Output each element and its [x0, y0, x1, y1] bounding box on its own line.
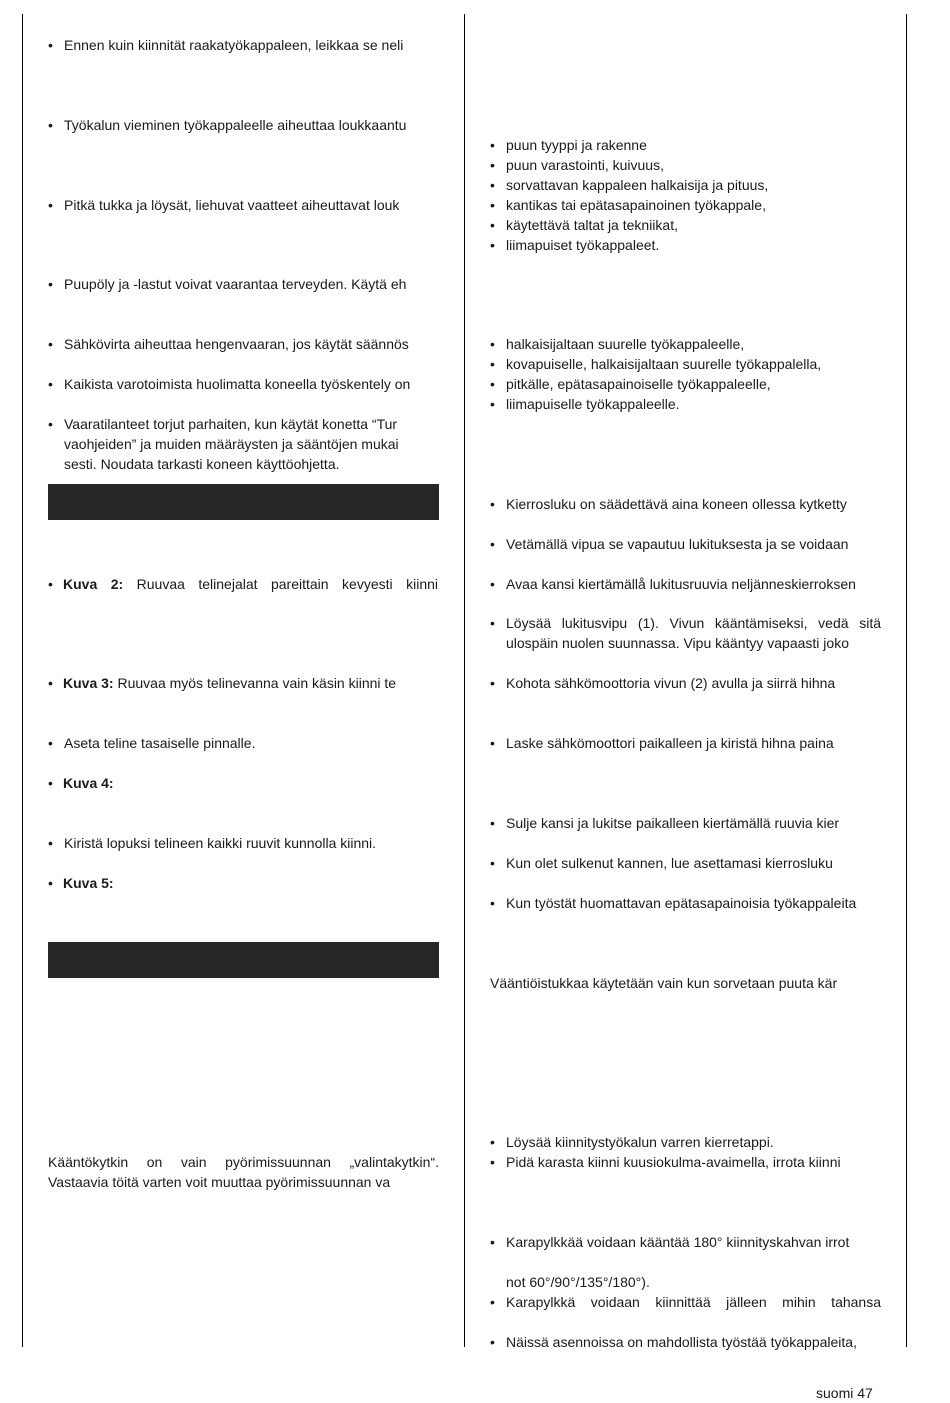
- bullet-marker: •: [490, 217, 495, 233]
- text-line: Laske sähkömoottori paikalleen ja kiristä hihna paina: [506, 735, 834, 751]
- bullet-marker: •: [490, 376, 495, 392]
- text-line: Karapylkkä voidaan kiinnittää jälleen mihin tahansa: [506, 1294, 881, 1310]
- text-line: halkaisijaltaan suurelle työkappaleelle,: [506, 336, 745, 352]
- bullet-marker: •: [490, 197, 495, 213]
- text-line: ulospäin nuolen suunnassa. Vipu kääntyy vapaasti joko: [506, 635, 849, 651]
- figure-label: Kuva 5:: [63, 875, 114, 891]
- bullet-marker: •: [490, 1294, 495, 1310]
- figure-label: Kuva 2:: [63, 576, 124, 592]
- bullet-marker: •: [490, 1134, 495, 1150]
- bullet-marker: •: [490, 1334, 495, 1350]
- bullet-marker: •: [490, 1154, 495, 1170]
- text-line: liimapuiset työkappaleet.: [506, 237, 660, 253]
- text-line: Kiristä lopuksi telineen kaikki ruuvit kunnolla kiinni.: [64, 835, 377, 851]
- angle-values: not 60°/90°/135°/180°).: [506, 1274, 650, 1290]
- bullet-marker: •: [490, 177, 495, 193]
- bullet-marker: •: [490, 855, 495, 871]
- text-line: Työkalun vieminen työkappaleelle aiheuttaa loukkaantu: [64, 117, 407, 133]
- text-line: pitkälle, epätasapainoiselle työkappaleelle,: [506, 376, 771, 392]
- bullet-marker: •: [48, 875, 53, 891]
- text-line: Löysää lukitusvipu (1). Vivun kääntämiseksi, vedä sitä: [506, 615, 881, 631]
- bullet-marker: •: [490, 157, 495, 173]
- text-line: kovapuiselle, halkaisijaltaan suurelle työkappalella,: [506, 356, 822, 372]
- bullet-marker: •: [490, 815, 495, 831]
- bullet-marker: •: [48, 376, 53, 392]
- bullet-marker: •: [490, 576, 495, 592]
- text-line: Vetämällä vipua se vapautuu lukituksesta ja se voidaan: [506, 536, 849, 552]
- text-line: Avaa kansi kiertämällå lukitusruuvia neljänneskierroksen: [506, 576, 856, 592]
- bullet-marker: •: [48, 117, 53, 133]
- section-header-bar: [48, 484, 439, 520]
- text-line: Pidä karasta kiinni kuusiokulma-avaimella, irrota kiinni: [506, 1154, 841, 1170]
- text-line: sorvattavan kappaleen halkaisija ja pituus,: [506, 177, 769, 193]
- bullet-marker: •: [490, 396, 495, 412]
- text-line: Kaikista varotoimista huolimatta koneella työskentely on: [64, 376, 411, 392]
- bullet-marker: •: [48, 276, 53, 292]
- right-margin-rule: [906, 14, 907, 1347]
- bullet-marker: •: [490, 735, 495, 751]
- text-line: [63, 574, 438, 594]
- text-line: Aseta teline tasaiselle pinnalle.: [64, 735, 256, 751]
- column-divider-rule: [464, 14, 465, 1347]
- text-line: Kun olet sulkenut kannen, lue asettamasi kierrosluku: [506, 855, 833, 871]
- text-line: Kierrosluku on säädettävä aina koneen ollessa kytketty: [506, 496, 847, 512]
- bullet-marker: •: [490, 895, 495, 911]
- page-number-footer: suomi 47: [816, 1385, 873, 1401]
- bullet-marker: •: [48, 576, 53, 592]
- bullet-marker: •: [490, 137, 495, 153]
- bullet-marker: •: [48, 675, 53, 691]
- bullet-marker: •: [490, 356, 495, 372]
- chuck-paragraph: Vääntiöistukkaa käytetään vain kun sorvetaan puuta kär: [490, 975, 838, 991]
- step-text: Ruuvaa telinejalat pareittain kevyesti kiinni: [136, 576, 438, 592]
- left-margin-rule: [22, 14, 23, 1347]
- text-line: Kääntökytkin on vain pyörimissuunnan „valintakytkin“.: [48, 1154, 439, 1170]
- bullet-marker: •: [48, 835, 53, 851]
- bullet-marker: •: [490, 675, 495, 691]
- text-line: liimapuiselle työkappaleelle.: [506, 396, 680, 412]
- text-line: Vastaavia töitä varten voit muuttaa pyörimissuunnan va: [48, 1174, 391, 1190]
- bullet-marker: •: [490, 336, 495, 352]
- step-text: Ruuvaa myös telinevanna vain käsin kiinni te: [117, 675, 397, 691]
- bullet-marker: •: [48, 336, 53, 352]
- text-line: Sulje kansi ja lukitse paikalleen kiertämällä ruuvia kier: [506, 815, 840, 831]
- figure-label: Kuva 4:: [63, 775, 114, 791]
- bullet-marker: •: [490, 237, 495, 253]
- text-line: Näissä asennoissa on mahdollista työstää työkappaleita,: [506, 1334, 857, 1350]
- text-line: Kun työstät huomattavan epätasapainoisia työkappaleita: [506, 895, 857, 911]
- bullet-marker: •: [490, 536, 495, 552]
- text-line: Vaaratilanteet torjut parhaiten, kun käytät konetta “Tur: [64, 416, 398, 432]
- bullet-marker: •: [48, 37, 53, 53]
- bullet-marker: •: [48, 775, 53, 791]
- text-line: Ennen kuin kiinnität raakatyökappaleen, leikkaa se neli: [64, 37, 404, 53]
- text-line: Löysää kiinnitystyökalun varren kierretappi.: [506, 1134, 774, 1150]
- text-line: sesti. Noudata tarkasti koneen käyttöohjetta.: [64, 456, 340, 472]
- text-line: puun tyyppi ja rakenne: [506, 137, 647, 153]
- text-line: puun varastointi, kuivuus,: [506, 157, 664, 173]
- text-line: Sähkövirta aiheuttaa hengenvaaran, jos käytät säännös: [64, 336, 409, 352]
- bullet-marker: •: [490, 615, 495, 631]
- text-line: Kohota sähkömoottoria vivun (2) avulla ja siirrä hihna: [506, 675, 836, 691]
- bullet-marker: •: [490, 496, 495, 512]
- section-header-bar: [48, 942, 439, 978]
- text-line: käytettävä taltat ja tekniikat,: [506, 217, 678, 233]
- text-line: Pitkä tukka ja löysät, liehuvat vaatteet aiheuttavat louk: [64, 197, 400, 213]
- text-line: Karapylkkää voidaan kääntää 180° kiinnityskahvan irrot: [506, 1234, 850, 1250]
- bullet-marker: •: [48, 197, 53, 213]
- text-line: Puupöly ja -lastut voivat vaarantaa terveyden. Käytä eh: [64, 276, 407, 292]
- bullet-marker: •: [48, 416, 53, 432]
- figure-label: Kuva 3:: [63, 675, 114, 691]
- text-line: vaohjeiden” ja muiden määräysten ja sääntöjen mukai: [64, 436, 399, 452]
- bullet-marker: •: [48, 735, 53, 751]
- bullet-marker: •: [490, 1234, 495, 1250]
- text-line: [63, 673, 435, 693]
- text-line: kantikas tai epätasapainoinen työkappale,: [506, 197, 766, 213]
